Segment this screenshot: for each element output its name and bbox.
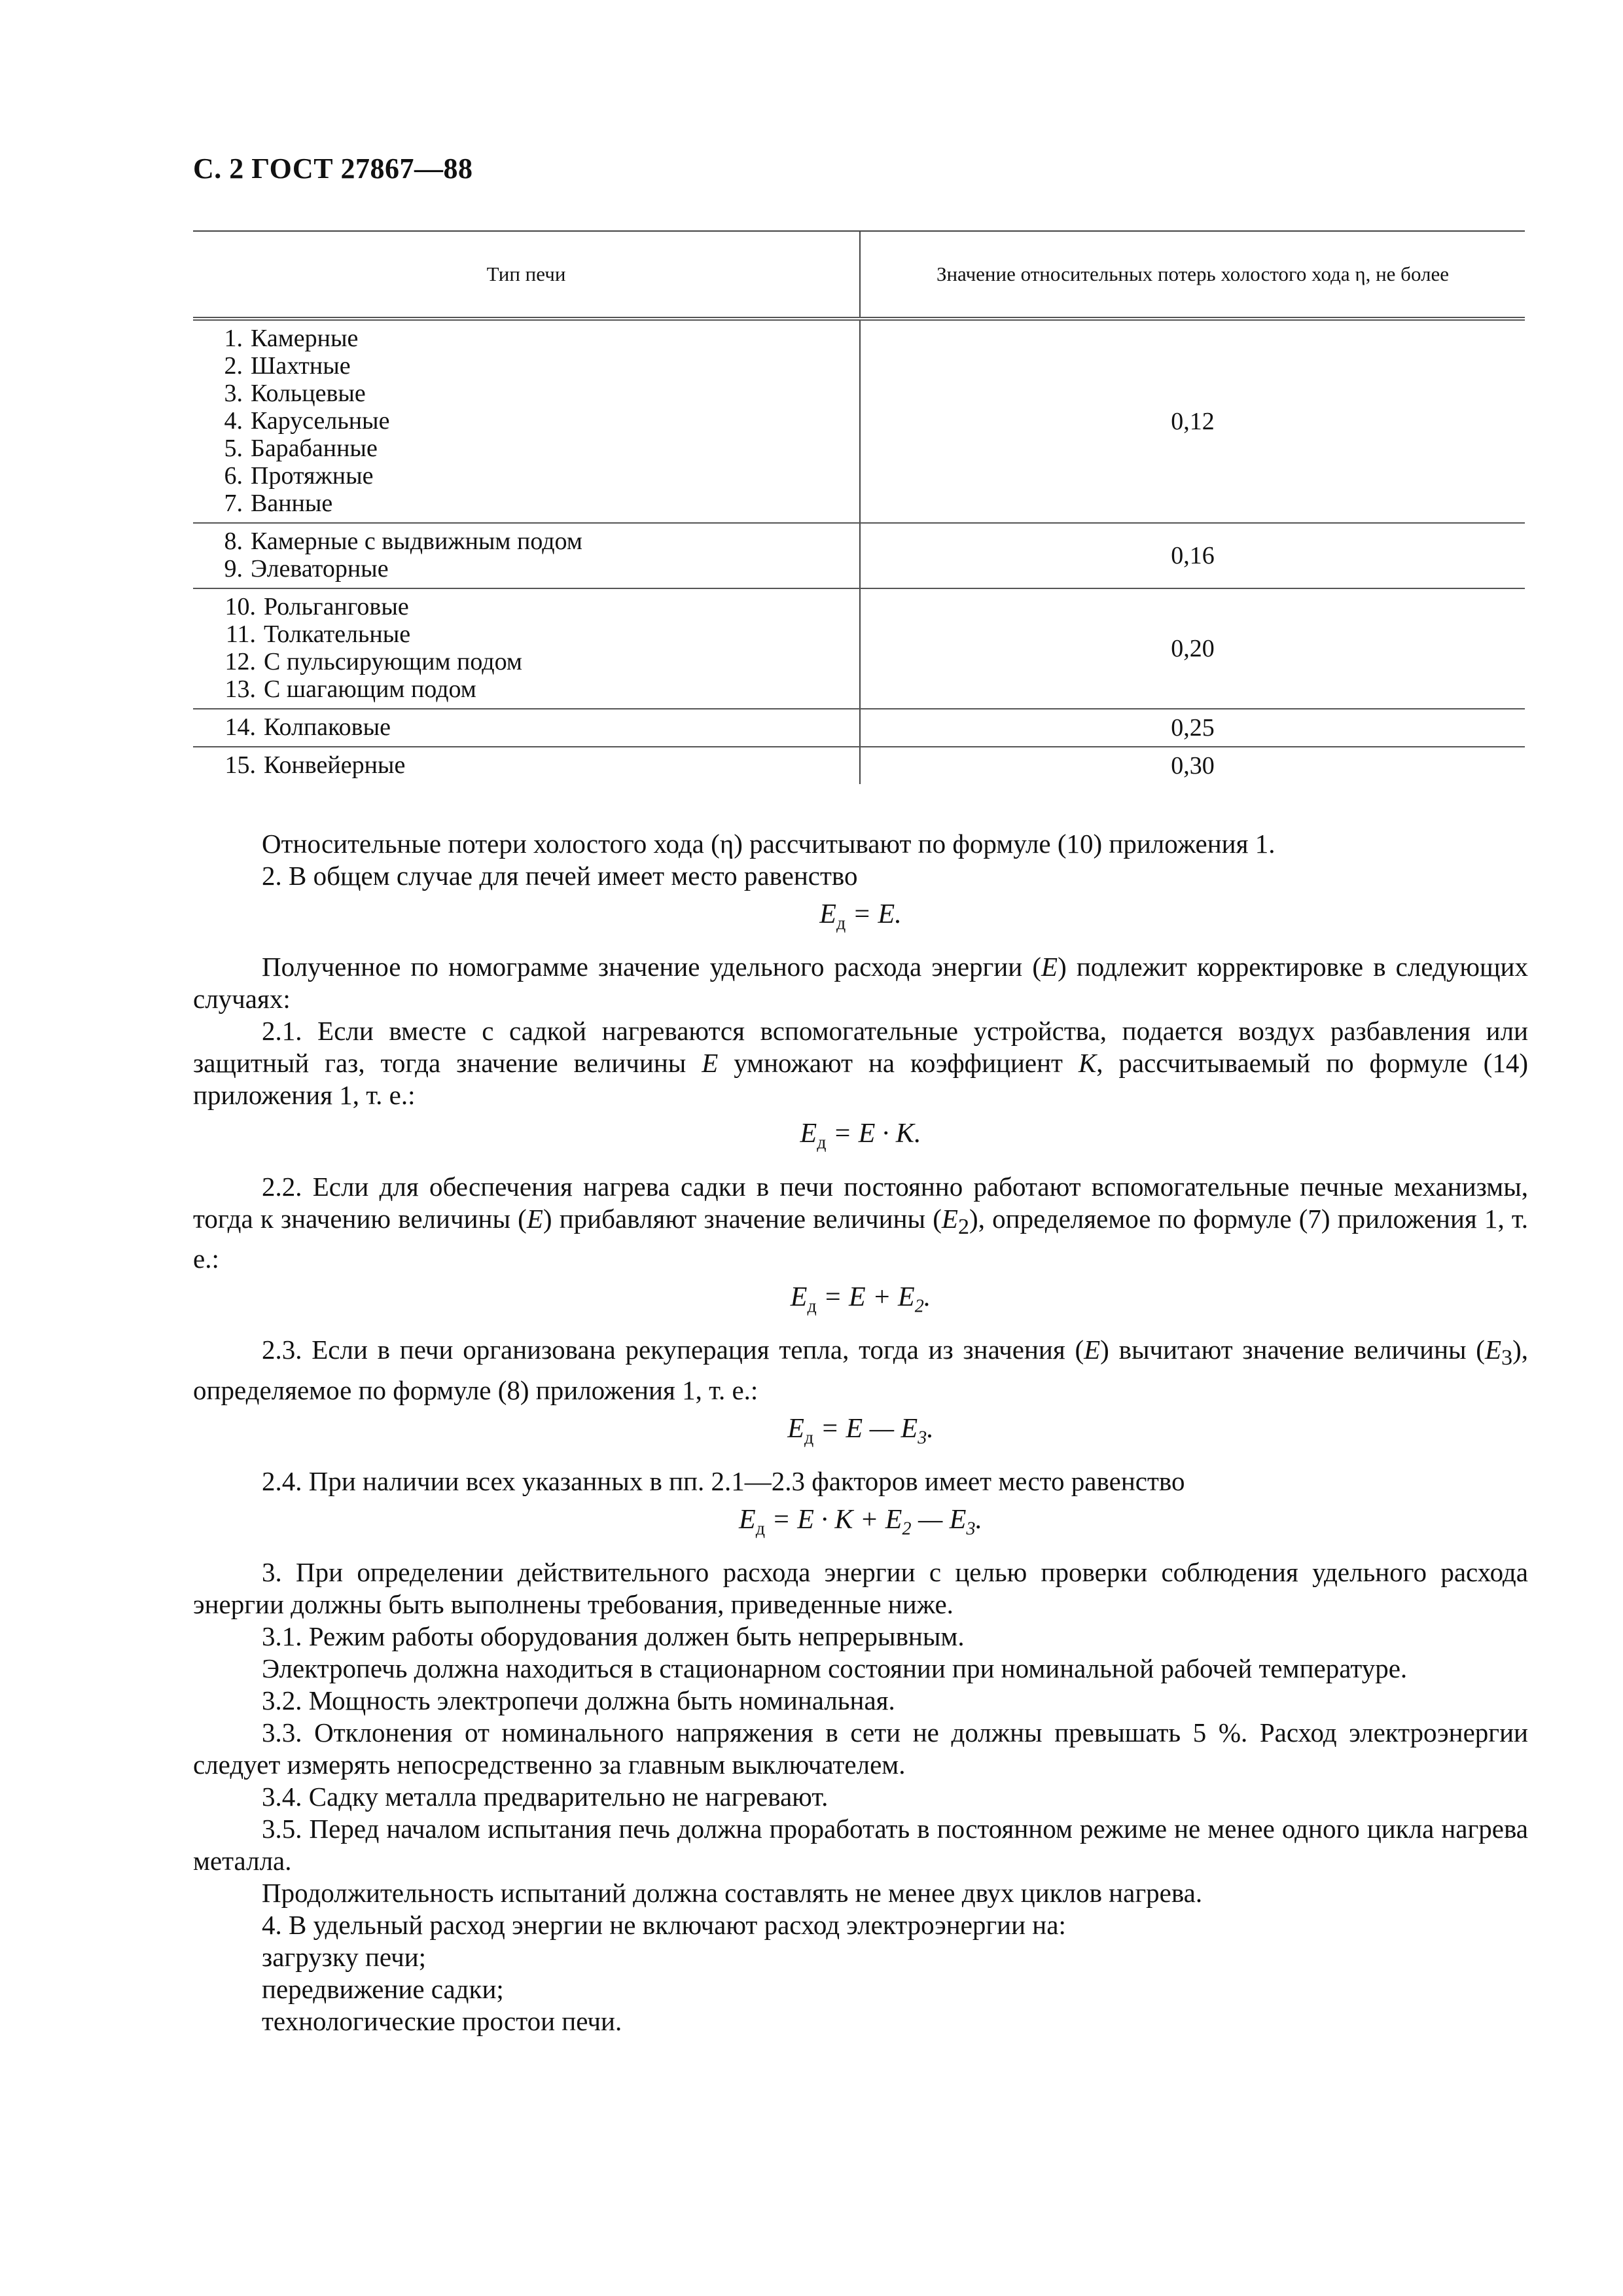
furnace-type-cell xyxy=(193,319,860,523)
paragraph: 3.1. Режим работы оборудования должен быть непрерывным. xyxy=(262,1621,965,1652)
furnace-type-item: 12. С пульсирующим подом xyxy=(224,648,522,675)
formula: $E_д = E + E_2$. xyxy=(790,1282,931,1317)
furnace-type-item: 10. Рольганговые xyxy=(224,593,409,620)
furnace-type-item: 3. Кольцевые xyxy=(224,380,366,407)
paragraph: 3. При определении действительного расхода энергии с целью проверки соблюдения удельного расхода энергии должны быть выполнены требования, приведенные ниже. xyxy=(193,1557,1528,1620)
paragraph: 3.4. Садку металла предварительно не нагревают. xyxy=(262,1782,829,1812)
furnace-type-item: 2. Шахтные xyxy=(224,352,351,380)
furnace-type-item: 9. Элеваторные xyxy=(224,555,389,583)
table-row xyxy=(193,709,1525,747)
furnace-type-item: 15. Конвейерные xyxy=(224,751,406,779)
furnace-type-cell xyxy=(193,588,860,709)
formula: $E_д = E \cdot K$. xyxy=(800,1119,921,1153)
loss-value-cell: 0,20 xyxy=(860,588,1525,709)
paragraph: Продолжительность испытаний должна составлять не менее двух циклов нагрева. xyxy=(262,1878,1203,1909)
paragraph: 2.4. При наличии всех указанных в пп. 2.1—2.3 факторов имеет место равенство xyxy=(262,1465,1185,1496)
formula: $E_д = E$ — $E_3$. xyxy=(787,1413,934,1448)
furnace-type-item: 14. Колпаковые xyxy=(224,713,391,741)
loss-value-cell: 0,16 xyxy=(860,523,1525,588)
col-header-loss-value: Значение относительных потерь холостого хода η, не более xyxy=(860,231,1525,319)
list-line: загрузку печи; xyxy=(262,1942,427,1973)
furnace-type-cell xyxy=(193,523,860,588)
furnace-loss-table xyxy=(193,230,1525,784)
furnace-type-item: 13. С шагающим подом xyxy=(224,675,476,703)
paragraph: Полученное по номограмме значение удельного расхода энергии (E) подлежит корректировке в следующих случаях: xyxy=(193,952,1528,1014)
loss-value-cell: 0,25 xyxy=(860,709,1525,747)
loss-value-cell: 0,30 xyxy=(1171,752,1215,780)
paragraph: Относительные потери холостого хода (η) рассчитывают по формуле (10) приложения 1. xyxy=(262,829,1275,859)
paragraph: 3.3. Отклонения от номинального напряжения в сети не должны превышать 5 %. Расход электроэнергии следует измерять непосредственно за главным выключателем. xyxy=(193,1717,1528,1780)
table-header-row xyxy=(193,231,1525,319)
paragraph: 4. В удельный расход энергии не включают расход электроэнергии на: xyxy=(262,1910,1066,1941)
paragraph: 2.3. Если в печи организована рекуперация тепла, тогда из значения (E) вычитают значение величины $(E_3)$, определяемое по формуле (8) приложения 1, т. е.: xyxy=(193,1335,1528,1405)
list-line: передвижение садки; xyxy=(262,1974,504,2005)
formula: $E_д = E$. xyxy=(819,899,902,934)
furnace-type-item: 6. Протяжные xyxy=(224,462,374,490)
list-line: технологические простои печи. xyxy=(262,2006,622,2037)
table-row xyxy=(193,588,1525,709)
paragraph: 3.5. Перед началом испытания печь должна проработать в постоянном режиме не менее одного цикла нагрева металла. xyxy=(193,1814,1528,1876)
furnace-type-item: 4. Карусельные xyxy=(224,407,390,435)
furnace-type-item: 11. Толкательные xyxy=(225,620,411,648)
col-header-furnace-type: Тип печи xyxy=(193,231,860,319)
paragraph: 2. В общем случае для печей имеет место равенство xyxy=(262,861,858,891)
table-row xyxy=(193,747,1525,784)
document-body xyxy=(193,828,1528,2037)
table-row xyxy=(193,523,1525,588)
page-header: С. 2 ГОСТ 27867—88 xyxy=(193,152,473,185)
paragraph: Электропечь должна находиться в стационарном состоянии при номинальной рабочей температуре. xyxy=(262,1653,1408,1684)
furnace-type-item: 5. Барабанные xyxy=(224,435,378,462)
furnace-type-item: 8. Камерные с выдвижным подом xyxy=(224,528,582,555)
paragraph: 2.2. Если для обеспечения нагрева садки в печи постоянно работают вспомогательные печные механизмы, тогда к значению величины (E) прибавляют значение величины $(E_2)$, определяемое по формуле (7) приложения 1, т. е.: xyxy=(193,1171,1528,1274)
paragraph: 2.1. Если вместе с садкой нагреваются вспомогательные устройства, подается воздух разбавления или защитный газ, тогда значение величины E умножают на коэффициент K, рассчитываемый по формуле (14) приложения 1, т. е.: xyxy=(193,1016,1528,1111)
formula: $E_д = E \cdot K + E_2$ — $E_3$. xyxy=(739,1504,982,1539)
loss-value-cell: 0,12 xyxy=(860,319,1525,523)
paragraph: 3.2. Мощность электропечи должна быть номинальная. xyxy=(262,1685,895,1716)
furnace-type-cell xyxy=(193,747,860,784)
table-row xyxy=(193,319,1525,523)
furnace-type-cell xyxy=(193,709,860,747)
furnace-type-item: 1. Камерные xyxy=(224,325,359,352)
furnace-type-item: 7. Ванные xyxy=(224,490,333,517)
